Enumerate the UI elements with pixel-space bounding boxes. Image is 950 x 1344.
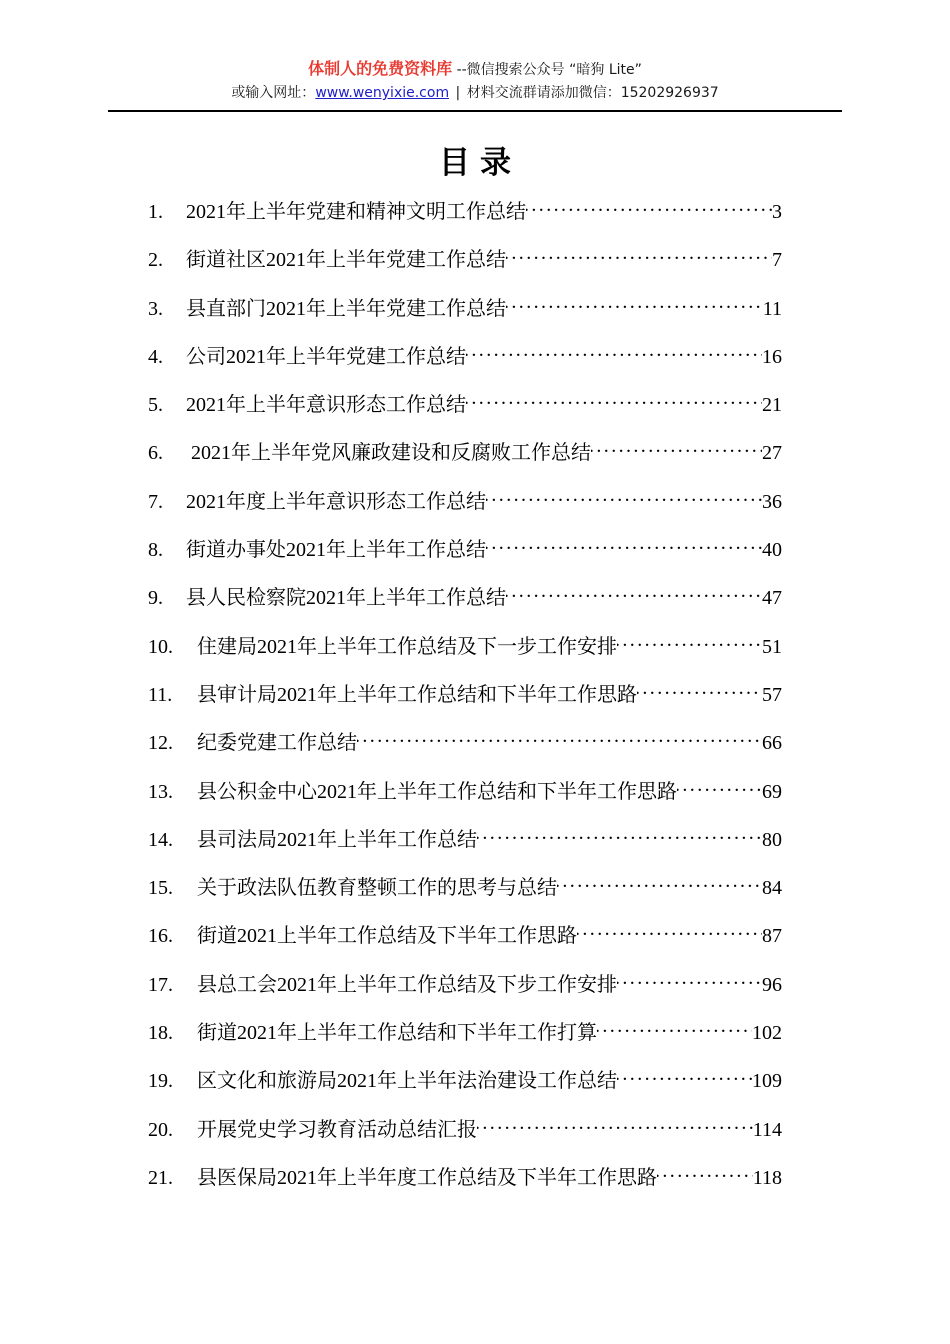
toc-dot-leader	[466, 343, 762, 363]
toc-entry-number: 20.	[148, 1118, 173, 1141]
toc-dot-leader	[557, 874, 762, 894]
toc-entry-number: 18.	[148, 1022, 173, 1045]
toc-entry-title[interactable]: 县人民检察院2021年上半年工作总结	[186, 587, 506, 610]
toc-dot-leader	[506, 584, 762, 604]
toc-entry-title[interactable]: 2021年度上半年意识形态工作总结	[186, 490, 486, 513]
toc-entry-page-number: 109	[752, 1070, 782, 1093]
toc-dot-leader	[486, 536, 762, 556]
wechat-contact-text: 材料交流群请添加微信：15202926937	[466, 85, 719, 101]
toc-entry-page-number: 96	[762, 973, 782, 996]
toc-dot-leader	[577, 922, 762, 942]
toc-entry-number: 13.	[148, 780, 173, 803]
toc-entry-number: 2.	[148, 249, 163, 272]
watermark-line-2	[108, 83, 842, 103]
toc-entry[interactable]	[148, 729, 782, 777]
toc-entry-page-number: 40	[762, 539, 782, 562]
toc-dot-leader	[637, 681, 762, 701]
toc-entry-page-number: 66	[762, 732, 782, 755]
toc-dot-leader	[657, 1164, 753, 1184]
toc-entry[interactable]	[148, 1019, 782, 1067]
toc-entry-page-number: 57	[762, 683, 782, 706]
toc-dot-leader	[477, 1116, 753, 1136]
toc-entry-page-number: 47	[762, 587, 782, 610]
header-divider-rule	[108, 110, 842, 112]
toc-entry[interactable]	[148, 826, 782, 874]
toc-entry[interactable]	[148, 536, 782, 584]
toc-entry-title[interactable]: 纪委党建工作总结	[197, 732, 357, 755]
toc-dot-leader	[506, 295, 763, 315]
toc-entry-page-number: 118	[752, 1166, 782, 1189]
toc-entry-title[interactable]: 县公积金中心2021年上半年工作总结和下半年工作思路	[197, 780, 677, 803]
brand-tagline: --微信搜索公众号 “暗狗 Lite”	[452, 62, 642, 78]
toc-entry-number: 7.	[148, 490, 163, 513]
toc-entry-title[interactable]: 街道社区2021年上半年党建工作总结	[186, 249, 506, 272]
toc-entry-title[interactable]: 2021年上半年党风廉政建设和反腐败工作总结	[186, 442, 591, 465]
toc-entry-page-number: 11	[762, 297, 782, 320]
watermark-header	[108, 58, 842, 103]
toc-dot-leader	[617, 971, 762, 991]
toc-entry-title[interactable]: 2021年上半年党建和精神文明工作总结	[186, 201, 526, 223]
toc-entry[interactable]	[148, 922, 782, 970]
header-divider: |	[451, 85, 465, 101]
toc-entry-number: 17.	[148, 973, 173, 996]
toc-dot-leader	[617, 1067, 752, 1087]
brand-name: 体制人的免费资料库	[308, 59, 453, 78]
toc-entry[interactable]	[148, 971, 782, 1019]
toc-entry-page-number: 114	[752, 1118, 782, 1141]
toc-entry[interactable]	[148, 439, 782, 487]
toc-entry-number: 9.	[148, 587, 163, 610]
toc-entry-number: 15.	[148, 877, 173, 900]
toc-entry-number: 12.	[148, 732, 173, 755]
toc-dot-leader	[357, 729, 762, 749]
toc-entry-page-number: 102	[752, 1022, 782, 1045]
toc-dot-leader	[591, 439, 762, 459]
toc-dot-leader	[526, 198, 772, 218]
toc-entry-page-number: 16	[762, 345, 782, 368]
toc-entry[interactable]	[148, 1067, 782, 1115]
toc-entry-number: 11.	[148, 683, 173, 706]
toc-dot-leader	[597, 1019, 752, 1039]
toc-entry-page-number: 27	[762, 442, 782, 465]
toc-entry-page-number: 21	[762, 394, 782, 417]
toc-dot-leader	[466, 391, 762, 411]
table-of-contents	[148, 198, 782, 1212]
toc-entry[interactable]	[148, 681, 782, 729]
toc-entry-title[interactable]: 关于政法队伍教育整顿工作的思考与总结	[197, 877, 557, 900]
toc-entry-number: 5.	[148, 394, 163, 417]
toc-entry-number: 19.	[148, 1070, 173, 1093]
toc-entry[interactable]	[148, 633, 782, 681]
toc-entry-title[interactable]: 街道2021上半年工作总结及下半年工作思路	[197, 925, 577, 948]
toc-entry-title[interactable]: 街道办事处2021年上半年工作总结	[186, 539, 486, 562]
toc-entry[interactable]	[148, 1116, 782, 1164]
toc-entry-title[interactable]: 街道2021年上半年工作总结和下半年工作打算	[197, 1022, 597, 1045]
toc-entry[interactable]	[148, 1164, 782, 1212]
website-link[interactable]: www.wenyixie.com	[315, 85, 450, 101]
toc-entry-number: 14.	[148, 828, 173, 851]
toc-entry-title[interactable]: 公司2021年上半年党建工作总结	[186, 345, 466, 368]
toc-entry-title[interactable]: 县司法局2021年上半年工作总结	[197, 828, 477, 851]
toc-dot-leader	[477, 826, 762, 846]
toc-entry-number: 8.	[148, 539, 163, 562]
toc-entry-title[interactable]: 县审计局2021年上半年工作总结和下半年工作思路	[197, 683, 637, 706]
toc-entry-title[interactable]: 县医保局2021年上半年度工作总结及下半年工作思路	[197, 1166, 657, 1189]
toc-entry-page-number: 7	[772, 249, 782, 272]
toc-entry-title[interactable]: 县直部门2021年上半年党建工作总结	[186, 297, 506, 320]
toc-entry-number: 6.	[148, 442, 163, 465]
toc-entry-number: 1.	[148, 201, 163, 223]
toc-entry[interactable]	[148, 295, 782, 343]
toc-dot-leader	[677, 778, 762, 798]
toc-entry-page-number: 3	[772, 201, 782, 223]
toc-entry[interactable]	[148, 246, 782, 294]
toc-entry-title[interactable]: 开展党史学习教育活动总结汇报	[197, 1118, 477, 1141]
page-title: 目录	[439, 145, 521, 180]
toc-entry-number: 4.	[148, 345, 163, 368]
toc-entry[interactable]	[148, 488, 782, 536]
toc-entry[interactable]	[148, 778, 782, 826]
toc-entry-title[interactable]: 2021年上半年意识形态工作总结	[186, 394, 466, 417]
toc-entry-title[interactable]: 区文化和旅游局2021年上半年法治建设工作总结	[197, 1070, 617, 1093]
toc-entry-number: 21.	[148, 1166, 173, 1189]
toc-dot-leader	[506, 246, 772, 266]
toc-entry-page-number: 69	[762, 780, 782, 803]
toc-entry[interactable]	[148, 198, 782, 246]
toc-entry-number: 3.	[148, 297, 163, 320]
toc-entry-page-number: 51	[762, 635, 782, 658]
toc-entry-title[interactable]: 县总工会2021年上半年工作总结及下步工作安排	[197, 973, 617, 996]
website-label: 或输入网址：	[231, 85, 316, 101]
toc-entry-title[interactable]: 住建局2021年上半年工作总结及下一步工作安排	[197, 635, 617, 658]
toc-entry-page-number: 84	[762, 877, 782, 900]
toc-entry-page-number: 80	[762, 828, 782, 851]
toc-dot-leader	[486, 488, 762, 508]
toc-entry-page-number: 36	[762, 490, 782, 513]
watermark-line-1	[108, 58, 842, 81]
toc-entry-number: 16.	[148, 925, 173, 948]
toc-entry-number: 10.	[148, 635, 173, 658]
toc-entry[interactable]	[148, 874, 782, 922]
toc-dot-leader	[617, 633, 762, 653]
toc-entry[interactable]	[148, 391, 782, 439]
toc-entry-page-number: 87	[762, 925, 782, 948]
toc-entry[interactable]	[148, 584, 782, 632]
toc-entry[interactable]	[148, 343, 782, 391]
